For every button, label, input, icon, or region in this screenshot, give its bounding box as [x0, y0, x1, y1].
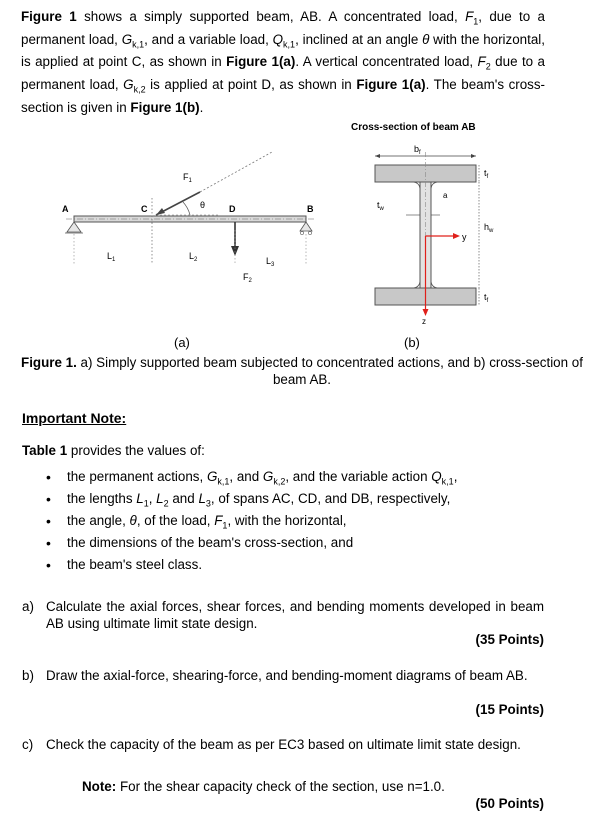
list-item: • the permanent actions, $G_{k,1}$, and $G_{k,2}$, and the variable action $Q_{k,1}$,: [42, 466, 457, 488]
subfigure-a-label: (a): [174, 335, 190, 350]
label-theta: θ: [200, 200, 206, 210]
roller-support-B: [300, 222, 312, 235]
y-axis: [426, 232, 468, 242]
label-y: y: [462, 232, 467, 242]
label-D: D: [229, 204, 236, 214]
label-A: A: [62, 204, 69, 214]
intro-paragraph: Figure 1 shows a simply supported beam, AB. A concentrated load, $F_1$, due to a permanent load, $G_{k,1}$, and a variable load, $Q_{k,1}$, inclined at an angle θ with the horizontal, is applied at point C, as shown in Figure 1(a). A vertical concentrated load, $F_2$ due to a permanent load, $G_{k,2}$ is applied at point D, as shown in Figure 1(a). The beam's cross-section is given in Figure 1(b).: [21, 9, 546, 115]
figure-ref: Figure 1(b): [130, 99, 200, 115]
figure-1: [40, 112, 560, 352]
values-list: [42, 466, 457, 576]
label-L1: $L_1$: [107, 251, 116, 263]
label-F2: $F_2$: [243, 272, 252, 284]
label-B: B: [307, 204, 314, 214]
question-b-points: (15 Points): [475, 702, 544, 717]
label-L2: $L_2$: [189, 251, 198, 263]
question-b: b) Draw the axial-force, shearing-force, and bending-moment diagrams of beam AB.: [22, 668, 528, 683]
label-a: a: [443, 191, 448, 200]
label-tw: $t_w$: [377, 200, 384, 212]
pin-support-A: [65, 222, 83, 233]
important-note-heading: Important Note:: [22, 410, 127, 426]
figure-caption: Figure 1. a) Simply supported beam subjected to concentrated actions, and b) cross-section of beam AB.: [21, 355, 583, 387]
figure-ref: Figure 1: [21, 9, 77, 24]
label-z: z: [422, 317, 426, 326]
figure-ref: Figure 1(a): [226, 54, 296, 70]
label-hw: $h_w$: [484, 222, 494, 234]
list-item: • the beam's steel class.: [42, 554, 457, 576]
subfigure-b-label: (b): [404, 335, 420, 350]
question-a: a) Calculate the axial forces, shear forces, and bending moments developed in beam AB using ultimate limit state design.: [22, 599, 544, 631]
table-intro: Table 1 provides the values of:: [22, 443, 205, 458]
cross-section-title: Cross-section of beam AB: [351, 122, 476, 133]
beam-diagram: [62, 152, 314, 284]
figure-ref: Figure 1(a): [356, 77, 426, 93]
label-F1: $F_1$: [183, 172, 192, 184]
question-c-note: Note: For the shear capacity check of the section, use n=1.0.: [82, 779, 445, 794]
label-C: C: [141, 204, 148, 214]
question-a-points: (35 Points): [475, 632, 544, 647]
list-item: • the lengths $L_1$, $L_2$ and $L_3$, of spans AC, CD, and DB, respectively,: [42, 488, 457, 510]
load-F2-arrow: [231, 222, 239, 256]
cross-section-diagram: [351, 122, 494, 326]
question-c-points: (50 Points): [475, 796, 544, 811]
label-tf-bot: $t_f$: [484, 292, 489, 304]
label-bf: $b_f$: [414, 144, 421, 156]
list-item: • the dimensions of the beam's cross-section, and: [42, 532, 457, 554]
label-L3: $L_3$: [266, 256, 275, 268]
load-F1-arrow: [156, 152, 272, 215]
label-tf-top: $t_f$: [484, 168, 489, 180]
list-item: • the angle, θ, of the load, $F_1$, with the horizontal,: [42, 510, 457, 532]
question-c: c) Check the capacity of the beam as per EC3 based on ultimate limit state design.: [22, 737, 521, 752]
